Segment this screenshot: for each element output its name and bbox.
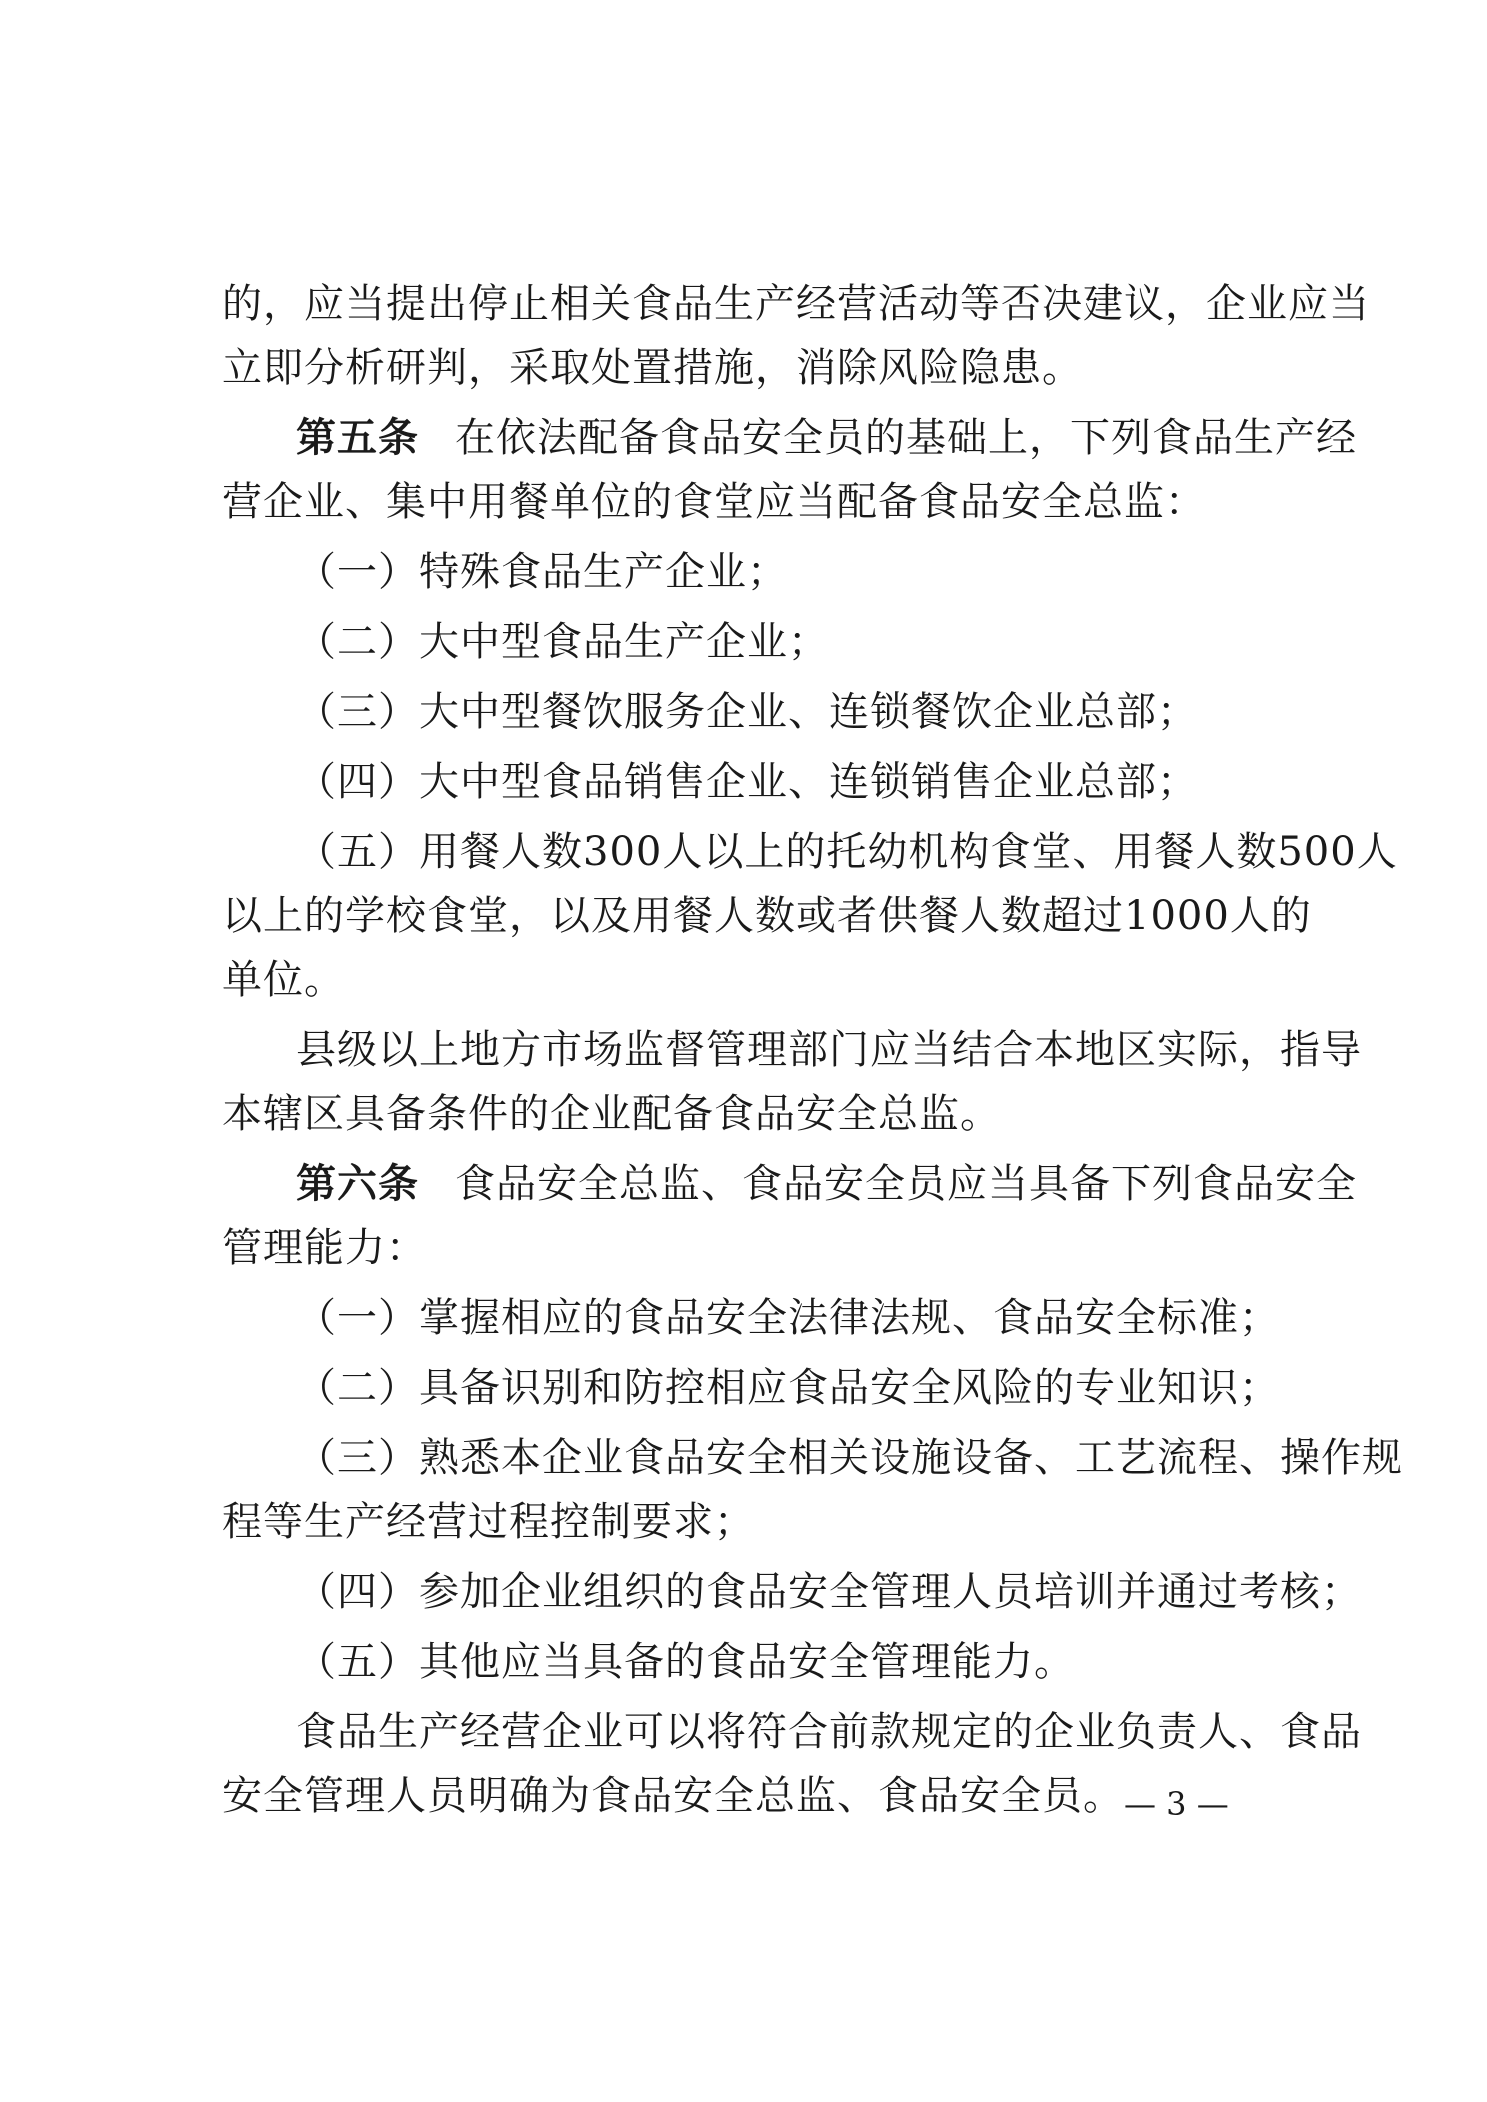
article-six-line bbox=[296, 1152, 1357, 1216]
list-item: （五）其他应当具备的食品安全管理能力。 bbox=[296, 1639, 1075, 1685]
list-item: （三）熟悉本企业食品安全相关设施设备、工艺流程、操作规 bbox=[296, 1435, 1403, 1481]
article-heading: 第五条 bbox=[296, 414, 419, 461]
article-five-line bbox=[296, 406, 1357, 470]
text-line: 食品安全总监、食品安全员应当具备下列食品安全 bbox=[455, 1161, 1357, 1207]
list-item: （四）大中型食品销售企业、连锁销售企业总部； bbox=[296, 759, 1198, 805]
list-item: （一）特殊食品生产企业； bbox=[296, 549, 788, 595]
text-line: 安全管理人员明确为食品安全总监、食品安全员。 bbox=[222, 1773, 1124, 1819]
text-line: 营企业、集中用餐单位的食堂应当配备食品安全总监： bbox=[222, 479, 1206, 525]
text-line: 的，应当提出停止相关食品生产经营活动等否决建议，企业应当 bbox=[222, 281, 1370, 327]
text-line: 管理能力： bbox=[222, 1225, 427, 1271]
page-number: — 3 — bbox=[1124, 1785, 1229, 1823]
text-line: 程等生产经营过程控制要求； bbox=[222, 1499, 755, 1545]
text-line: 立即分析研判，采取处置措施，消除风险隐患。 bbox=[222, 345, 1083, 391]
text-line: 在依法配备食品安全员的基础上，下列食品生产经 bbox=[455, 415, 1357, 461]
text-line: 单位。 bbox=[222, 957, 345, 1003]
text-line: 以上的学校食堂，以及用餐人数或者供餐人数超过1000人的 bbox=[222, 893, 1312, 939]
text-line: 本辖区具备条件的企业配备食品安全总监。 bbox=[222, 1091, 1001, 1137]
list-item: （五）用餐人数300人以上的托幼机构食堂、用餐人数500人 bbox=[296, 829, 1398, 875]
list-item: （四）参加企业组织的食品安全管理人员培训并通过考核； bbox=[296, 1569, 1362, 1615]
text-line: 县级以上地方市场监督管理部门应当结合本地区实际，指导 bbox=[296, 1027, 1362, 1073]
text-line: 食品生产经营企业可以将符合前款规定的企业负责人、食品 bbox=[296, 1709, 1362, 1755]
list-item: （二）具备识别和防控相应食品安全风险的专业知识； bbox=[296, 1365, 1280, 1411]
list-item: （一）掌握相应的食品安全法律法规、食品安全标准； bbox=[296, 1295, 1280, 1341]
list-item: （二）大中型食品生产企业； bbox=[296, 619, 829, 665]
article-heading: 第六条 bbox=[296, 1160, 419, 1207]
list-item: （三）大中型餐饮服务企业、连锁餐饮企业总部； bbox=[296, 689, 1198, 735]
